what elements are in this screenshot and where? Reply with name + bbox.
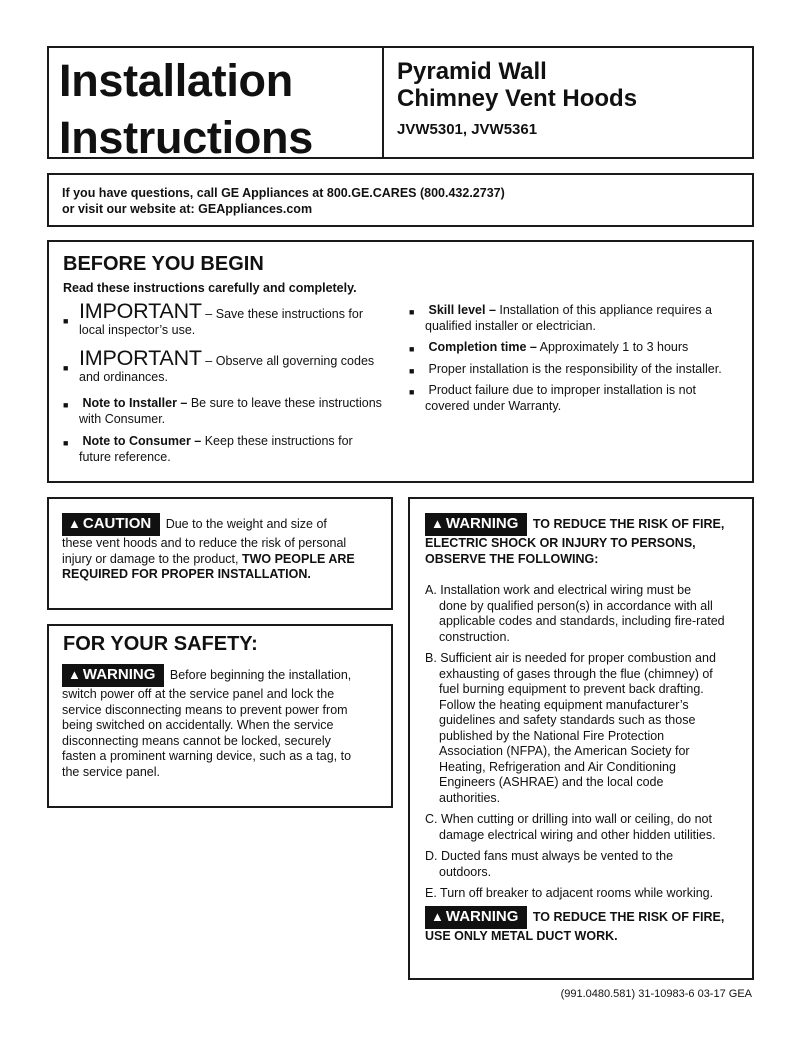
contact-box — [47, 173, 754, 227]
warning-tail — [425, 906, 750, 945]
warning-head: OBSERVE THE FOLLOWING: — [425, 551, 599, 566]
list-item — [409, 340, 689, 356]
header-divider — [382, 48, 384, 157]
item-label: Skill level – — [428, 303, 496, 317]
warning-list — [425, 583, 750, 902]
warning-head: ELECTRIC SHOCK OR INJURY TO PERSONS, — [425, 536, 696, 550]
warning-item — [425, 583, 750, 645]
warning-item-line: applicable codes and standards, including fire-rated — [439, 614, 725, 628]
header-box — [47, 46, 754, 163]
warning-item-line: published by the National Fire Protection — [439, 728, 665, 743]
doc-title-line1: Installation — [59, 55, 293, 106]
caution-line: injury or damage to the product, — [62, 551, 242, 566]
important-label: IMPORTANT — [79, 346, 202, 370]
before-you-begin-box — [47, 240, 754, 483]
caution-bold: REQUIRED FOR PROPER INSTALLATION. — [62, 567, 311, 581]
list-item — [409, 383, 696, 414]
contact-line2: or visit our website at: GEAppliances.com — [62, 202, 313, 216]
warning-item — [425, 812, 750, 843]
warning-item-line: Follow the heating equipment manufacturer’s — [439, 697, 689, 712]
warning-item-line: B. Sufficient air is needed for proper combustion and — [425, 651, 716, 665]
list-item — [409, 362, 722, 378]
contact-line1: If you have questions, call GE Appliances at 800.GE.CARES (800.432.2737) — [62, 186, 505, 200]
warning-triangle-icon: ▲ — [68, 667, 81, 682]
list-item — [63, 396, 382, 427]
doc-footer: (991.0480.581) 31-10983-6 03-17 GEA — [560, 988, 752, 1000]
warning-head: TO REDUCE THE RISK OF FIRE, — [532, 517, 725, 531]
safety-line: the service panel. — [62, 764, 160, 779]
warning-item-line: outdoors. — [439, 864, 492, 879]
safety-text — [62, 664, 387, 780]
warning-triangle-icon: ▲ — [68, 516, 81, 531]
caution-line: Due to the weight and size of — [165, 517, 327, 531]
warning-item-line: done by qualified person(s) in accordance with all — [439, 598, 713, 613]
safety-line: disconnecting means cannot be locked, securely — [62, 733, 331, 748]
list-item — [63, 346, 375, 385]
warning-item-line: damage electrical wiring and other hidden utilities. — [439, 827, 716, 842]
item-text: local inspector’s use. — [79, 322, 196, 337]
item-text: future reference. — [79, 449, 171, 464]
item-text: covered under Warranty. — [425, 398, 562, 413]
item-text: Product failure due to improper installation is not — [428, 383, 696, 397]
bullet-icon: ■ — [63, 438, 69, 448]
item-text: – Observe all governing codes — [201, 354, 375, 368]
bullet-icon: ■ — [409, 344, 415, 354]
bullet-icon: ■ — [63, 316, 69, 326]
caution-line: these vent hoods and to reduce the risk of personal — [62, 536, 347, 550]
warning-item-line: C. When cutting or drilling into wall or ceiling, do not — [425, 812, 712, 826]
safety-title: FOR YOUR SAFETY: — [63, 633, 258, 655]
warning-item-line: D. Ducted fans must always be vented to the — [425, 849, 674, 863]
item-text: Proper installation is the responsibility of the installer. — [428, 362, 722, 376]
badge-label: CAUTION — [82, 515, 152, 532]
warning-badge — [425, 513, 527, 536]
bullet-icon: ■ — [409, 387, 415, 397]
badge-label: WARNING — [445, 515, 519, 532]
warning-item-line: E. Turn off breaker to adjacent rooms while working. — [425, 886, 714, 900]
badge-label: WARNING — [82, 666, 156, 683]
warning-item — [425, 651, 750, 806]
item-text: with Consumer. — [79, 411, 166, 426]
warning-item — [425, 849, 750, 880]
warning-item-line: exhausting of gases through the flue (chimney) of — [439, 666, 713, 681]
safety-box — [47, 624, 393, 808]
safety-line: service disconnecting means to prevent power from — [62, 702, 348, 717]
safety-line: fasten a prominent warning device, such as a tag, to — [62, 749, 352, 763]
list-item — [409, 303, 713, 334]
warning-triangle-icon: ▲ — [431, 909, 444, 924]
warning-item-line: Association (NFPA), the American Society for — [439, 744, 690, 758]
item-label: Note to Installer – — [82, 396, 188, 410]
safety-line: Before beginning the installation, — [169, 668, 352, 682]
caution-box — [47, 497, 393, 610]
warning-item-line: guidelines and safety standards such as those — [439, 713, 696, 727]
warning-item-line: A. Installation work and electrical wiring must be — [425, 583, 692, 597]
important-label: IMPORTANT — [79, 299, 202, 323]
product-line1: Pyramid Wall — [397, 58, 547, 85]
warning-item-line: authorities. — [439, 790, 501, 805]
item-text: Installation of this appliance requires a — [495, 303, 713, 317]
warning-item — [425, 886, 750, 902]
warning-heading — [425, 513, 750, 567]
item-text: – Save these instructions for — [201, 307, 364, 321]
section-title: BEFORE YOU BEGIN — [63, 253, 264, 275]
item-text: qualified installer or electrician. — [425, 318, 596, 333]
warning-badge — [425, 906, 527, 929]
bullet-icon: ■ — [63, 400, 69, 410]
warning-item-line: Heating, Refrigeration and Air Conditioning — [439, 759, 676, 774]
bullet-icon: ■ — [409, 366, 415, 376]
item-text: Keep these instructions for — [201, 434, 353, 448]
bullet-icon: ■ — [63, 363, 69, 373]
caution-text — [62, 513, 387, 583]
warning-triangle-icon: ▲ — [431, 516, 444, 531]
safety-line: being switched on accidentally. When the service — [62, 718, 334, 732]
product-line2: Chimney Vent Hoods — [397, 85, 638, 112]
bullet-icon: ■ — [409, 307, 415, 317]
item-text: Be sure to leave these instructions — [187, 396, 382, 410]
model-numbers: JVW5301, JVW5361 — [397, 121, 538, 138]
item-text: Approximately 1 to 3 hours — [536, 340, 689, 354]
warning-item-line: construction. — [439, 629, 510, 644]
item-label: Note to Consumer – — [82, 434, 202, 448]
caution-badge — [62, 513, 160, 536]
list-item — [63, 299, 364, 338]
warning-tail-line: USE ONLY METAL DUCT WORK. — [425, 929, 618, 943]
warning-badge — [62, 664, 164, 687]
warning-tail-line: TO REDUCE THE RISK OF FIRE, — [532, 910, 725, 924]
warning-item-line: Engineers (ASHRAE) and the local code — [439, 775, 664, 789]
warning-item-line: fuel burning equipment to prevent back drafting. — [439, 682, 704, 696]
badge-label: WARNING — [445, 908, 519, 925]
section-subtitle: Read these instructions carefully and completely. — [63, 281, 357, 295]
doc-title-line2: Instructions — [59, 112, 313, 163]
list-item — [63, 434, 353, 465]
product-name — [397, 58, 637, 112]
caution-bold: TWO PEOPLE ARE — [241, 551, 355, 566]
safety-line: switch power off at the service panel and lock the — [62, 687, 335, 701]
warning-box — [408, 497, 754, 980]
item-label: Completion time – — [428, 340, 537, 354]
item-text: and ordinances. — [79, 369, 168, 384]
